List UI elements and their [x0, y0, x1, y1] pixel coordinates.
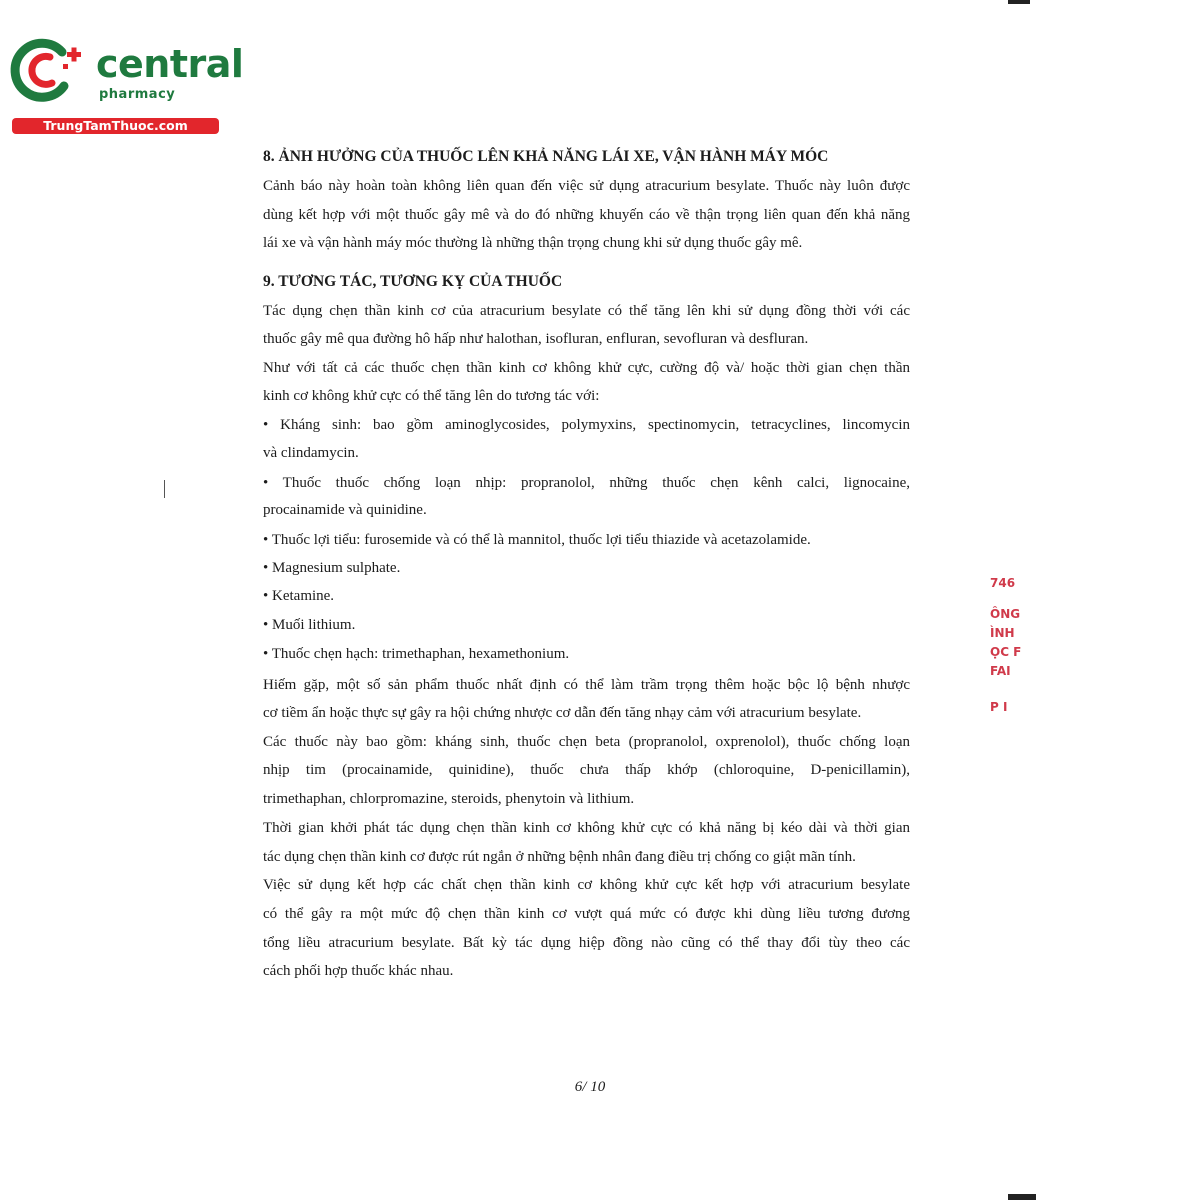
stamp-fragment: FAI — [990, 664, 1011, 678]
bullet-item-lithium: • Muối lithium. — [263, 617, 356, 633]
section-8-heading: 8. ẢNH HƯỞNG CỦA THUỐC LÊN KHẢ NĂNG LÁI XE, VẬN HÀNH MÁY MÓC — [263, 148, 829, 165]
logo-mark-icon — [10, 38, 90, 104]
logo-brand-text: central — [96, 42, 244, 86]
section-9-line: Như với tất cả các thuốc chẹn thần kinh cơ không khử cực, cường độ và/ hoặc thời gian chẹn thần — [263, 360, 910, 376]
section-9-line: Các thuốc này bao gồm: kháng sinh, thuốc chẹn beta (propranolol, oxprenolol), thuốc chống loạn — [263, 734, 910, 750]
section-9-line: nhịp tim (procainamide, quinidine), thuốc chưa thấp khớp (chloroquine, D-penicillamin), — [263, 762, 910, 778]
bullet-item-antibiotics: • Kháng sinh: bao gồm aminoglycosides, polymyxins, spectinomycin, tetracyclines, lincomycin — [263, 417, 910, 433]
stamp-fragment: P I — [990, 700, 1008, 714]
section-9-line: Hiếm gặp, một số sản phẩm thuốc nhất định có thể làm trầm trọng thêm hoặc bộc lộ bệnh nhược — [263, 677, 910, 693]
section-9-line: tổng liều atracurium besylate. Bất kỳ tác dụng hiệp đồng nào cũng có thể thay đổi tùy theo các — [263, 935, 910, 951]
section-9-line: thuốc gây mê qua đường hô hấp như halothan, isofluran, enfluran, sevofluran và desfluran. — [263, 331, 809, 347]
scan-edge-mark — [1008, 0, 1030, 4]
bullet-item-ketamine: • Ketamine. — [263, 588, 335, 604]
section-8-line: Cảnh báo này hoàn toàn không liên quan đến việc sử dụng atracurium besylate. Thuốc này luôn được — [263, 178, 910, 194]
bullet-item-diuretics: • Thuốc lợi tiểu: furosemide và có thể là mannitol, thuốc lợi tiểu thiazide và acetazolamide. — [263, 532, 811, 548]
section-9-line: trimethaphan, chlorpromazine, steroids, phenytoin và lithium. — [263, 791, 635, 807]
stamp-fragment: ÔNG — [990, 607, 1021, 621]
logo-website-link[interactable]: TrungTamThuoc.com — [12, 118, 219, 134]
section-9-line: cơ tiềm ẩn hoặc thực sự gây ra hội chứng nhược cơ dẫn đến tăng nhạy cảm với atracurium besylate. — [263, 705, 862, 721]
section-9-line: có thể gây ra một mức độ chẹn thần kinh cơ vượt quá mức có được khi dùng liều tương đương — [263, 906, 910, 922]
logo-subtitle: pharmacy — [99, 87, 176, 102]
section-9-line: procainamide và quinidine. — [263, 502, 427, 518]
bullet-item-ganglion-blockers: • Thuốc chẹn hạch: trimethaphan, hexamethonium. — [263, 646, 570, 662]
section-9-heading: 9. TƯƠNG TÁC, TƯƠNG KỴ CỦA THUỐC — [263, 273, 563, 290]
stamp-fragment: ÌNH — [990, 626, 1015, 640]
central-pharmacy-logo — [10, 38, 244, 138]
scan-edge-mark — [1008, 1194, 1036, 1200]
section-9-line: Tác dụng chẹn thần kinh cơ của atracurium besylate có thể tăng lên khi sử dụng đồng thời với các — [263, 303, 910, 319]
section-9-line: kinh cơ không khử cực có thể tăng lên do tương tác với: — [263, 388, 600, 404]
section-8-line: lái xe và vận hành máy móc thường là những thận trọng chung khi sử dụng thuốc gây mê. — [263, 235, 803, 251]
section-9-line: và clindamycin. — [263, 445, 359, 461]
section-9-line: tác dụng chẹn thần kinh cơ được rút ngắn ở những bệnh nhân đang điều trị chống co giật mãn tính. — [263, 849, 856, 865]
section-9-line: cách phối hợp thuốc khác nhau. — [263, 963, 454, 979]
stamp-fragment: 746 — [990, 576, 1016, 590]
section-8-line: dùng kết hợp với một thuốc gây mê và do đó những khuyến cáo về thận trọng liên quan đến khả năng — [263, 207, 910, 223]
section-9-line: Thời gian khởi phát tác dụng chẹn thần kinh cơ không khử cực có khả năng bị kéo dài và thời gian — [263, 820, 910, 836]
section-9-line: Việc sử dụng kết hợp các chất chẹn thần kinh cơ không khử cực kết hợp với atracurium besylate — [263, 877, 910, 893]
scan-margin-tick — [164, 480, 165, 498]
bullet-item-magnesium: • Magnesium sulphate. — [263, 560, 401, 576]
page-number: 6/ 10 — [574, 1079, 606, 1095]
stamp-fragment: ỌC F — [990, 645, 1022, 659]
bullet-item-antiarrhythmics: • Thuốc thuốc chống loạn nhịp: propranolol, những thuốc chẹn kênh calci, lignocaine, — [263, 475, 910, 491]
